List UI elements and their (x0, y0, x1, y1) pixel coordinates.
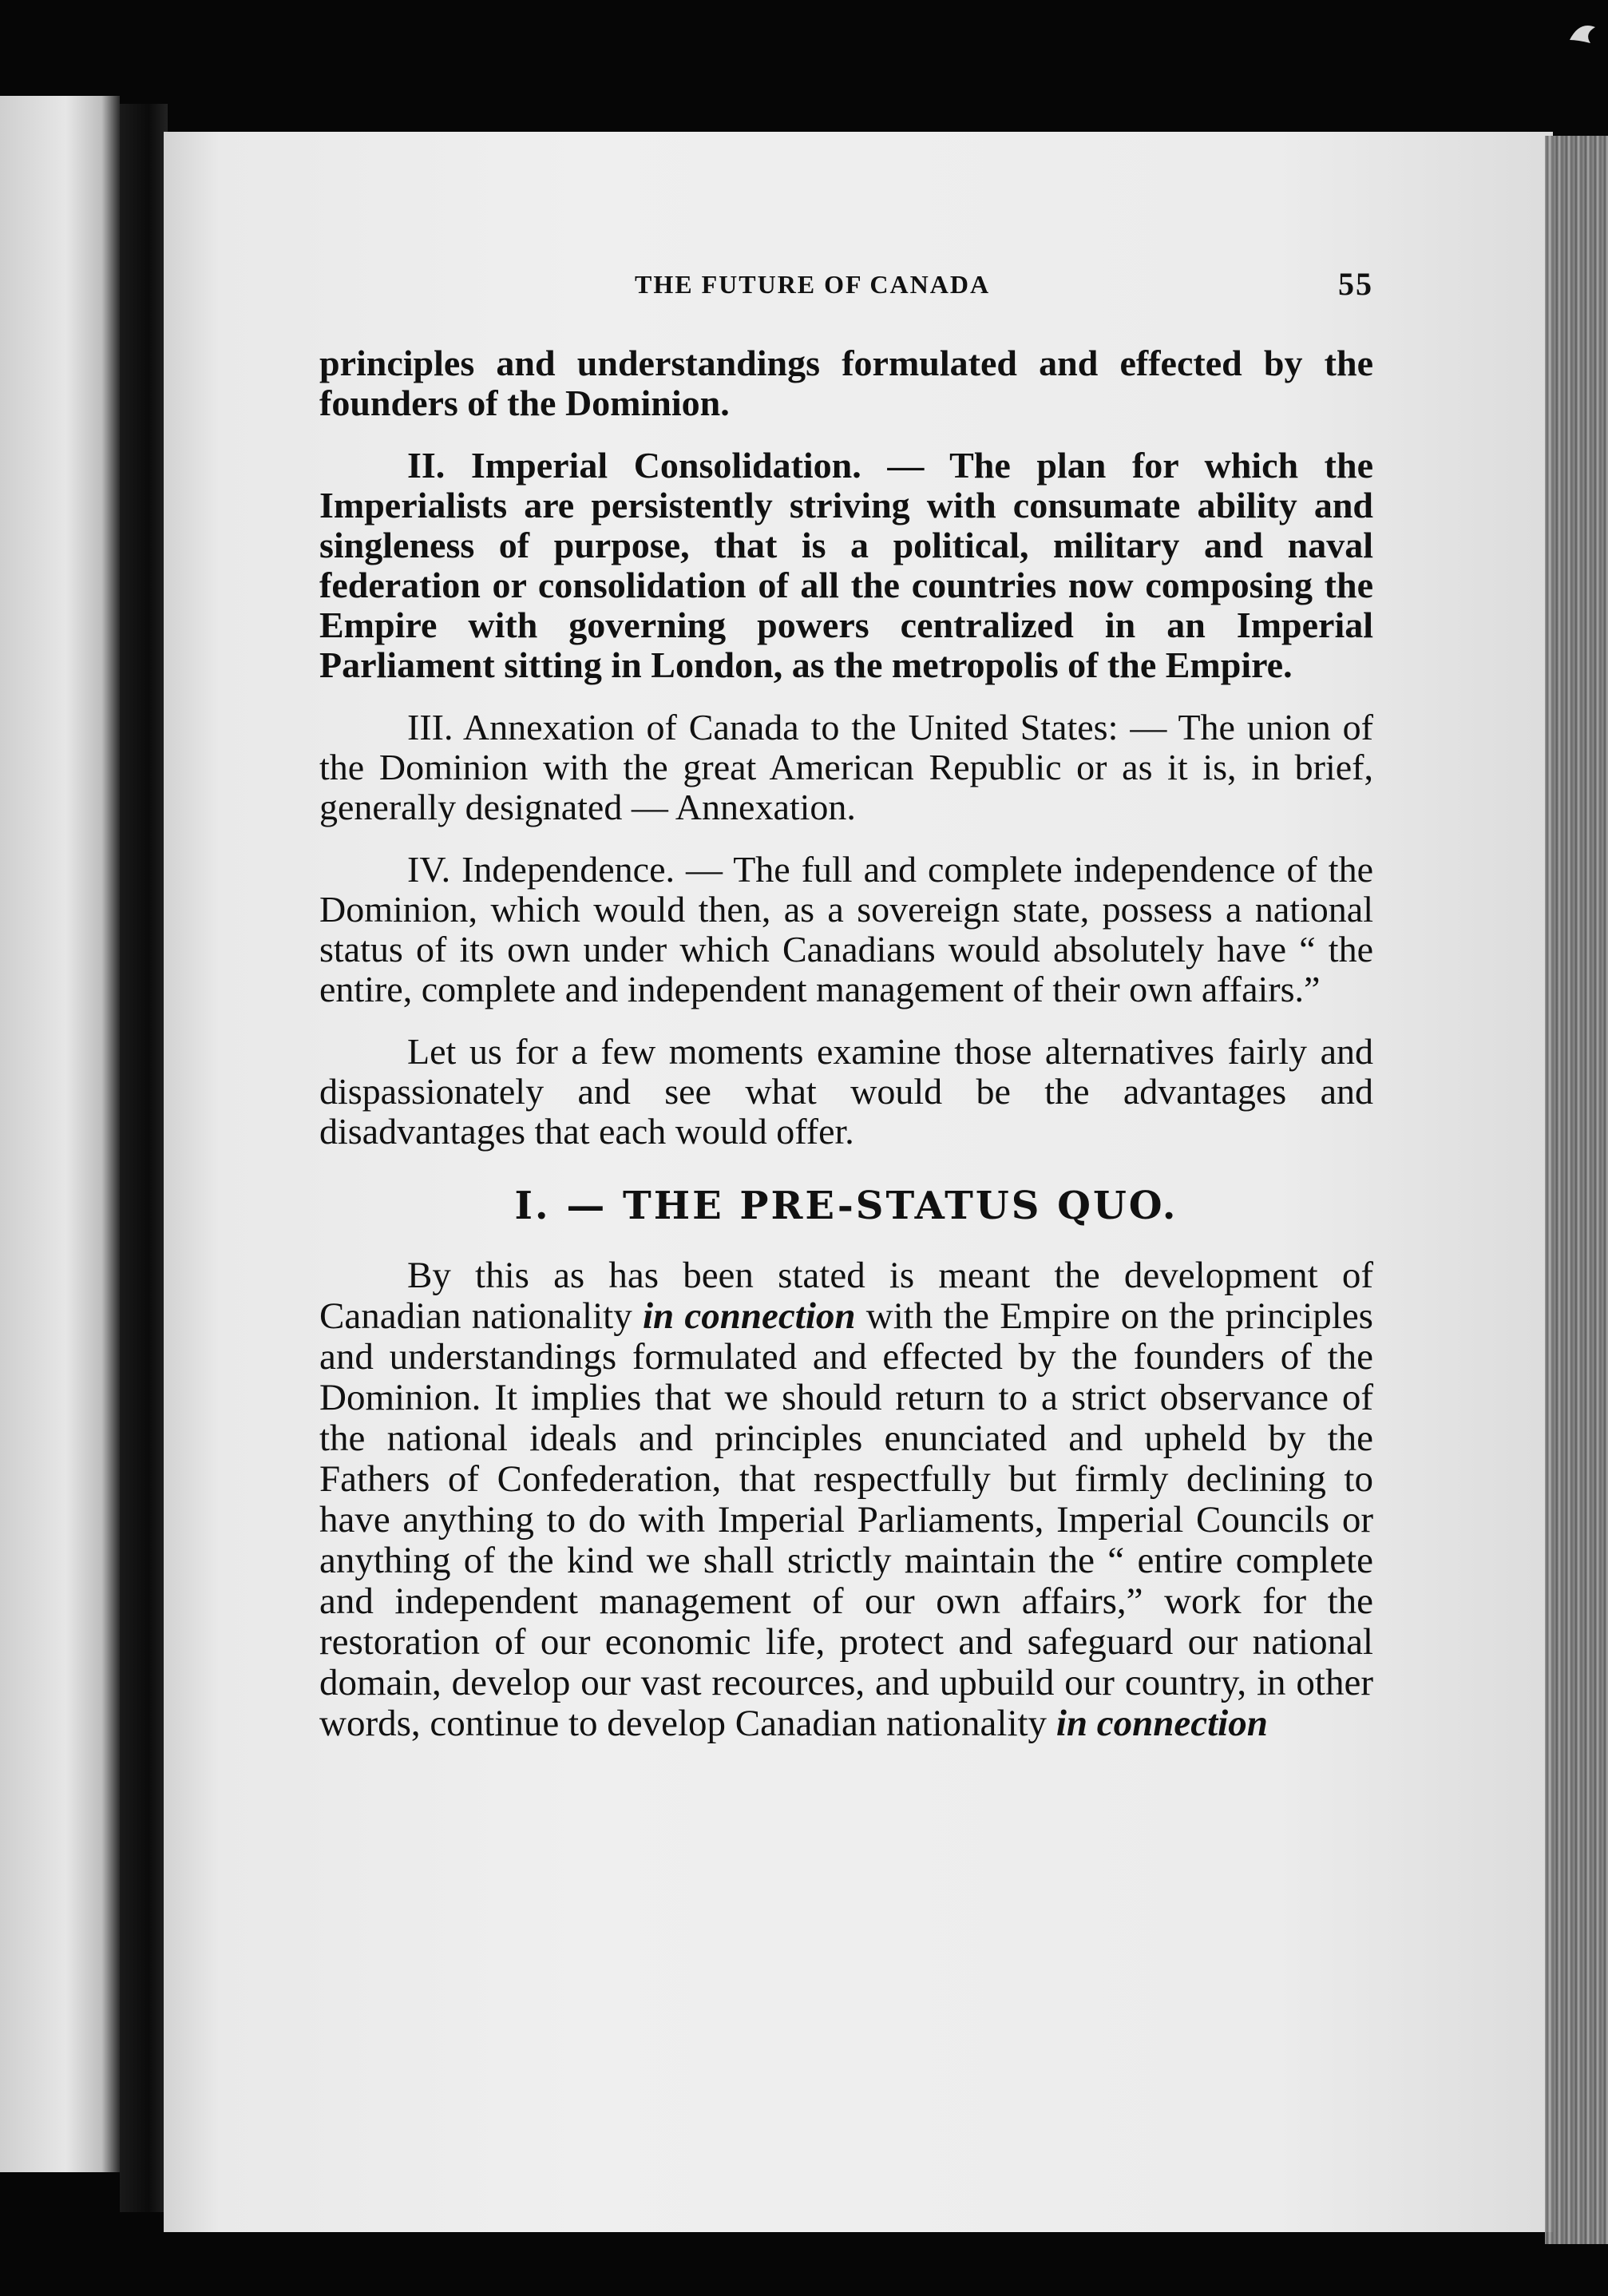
facing-page-edge (0, 96, 120, 2172)
running-header (319, 264, 1373, 311)
emphasis-in-connection: in connection (642, 1295, 856, 1337)
body-intro: By this as has been stated is meant the development of Canadian nationality (319, 1255, 1373, 1337)
paragraph-examination: Let us for a few moments examine those alternatives fairly and dispassionately and see what would be the advantages and disadvantages that each would offer. (319, 1031, 1373, 1152)
paragraph-imperial-consolidation: II. Imperial Consolidation. — The plan for which the Imperialists are persistently striving with consumate ability and singleness of purpose, that is a political, military and naval federation or consolidation of all the countries now composing the Empire with governing powers centralized in an Imperial Parliament sitting in London, as the metropolis of the Empire. (319, 445, 1373, 685)
running-title: THE FUTURE OF CANADA (635, 270, 991, 299)
paragraph-pre-status-quo (319, 1255, 1373, 1744)
section-heading: I. — THE PRE-STATUS QUO. (514, 1184, 1178, 1228)
body-continuation: with the Empire on the principles and understandings formulated and effected by the founders of the Dominion. It implies that we should return to a strict observance of the national ideals and principles enunciated and upheld by the Fathers of Confederation, that respectfully but firmly declining to have anything to do with Imperial Parliaments, Imperial Councils or anything of the kind we shall strictly maintain the “ entire complete and independent management of our own affairs,” work for the restoration of our economic life, protect and safeguard our national domain, develop our vast recources, and upbuild our country, in other words, continue to develop Canadian nationality (319, 1295, 1373, 1744)
paragraph-continuation: principles and understandings formulated and effected by the founders of the Dominion. (319, 343, 1373, 423)
page-number: 55 (1338, 266, 1373, 302)
corner-mark-icon (1566, 16, 1598, 48)
emphasis-in-connection-end: in connection (1055, 1703, 1268, 1744)
page-stack-edge (1545, 136, 1608, 2244)
section-body (319, 1255, 1373, 1744)
paragraph-independence: IV. Independence. — The full and complete independence of the Dominion, which would then, as a sovereign state, possess a national status of its own under which Canadians would absolutely have “ the entire, complete and independent management of their own affairs.” (319, 849, 1373, 1009)
paragraph-annexation: III. Annexation of Canada to the United States: — The union of the Dominion with the great American Republic or as it is, in brief, generally designated — Annexation. (319, 707, 1373, 827)
page-content (319, 264, 1373, 1744)
book-gutter (120, 104, 168, 2212)
